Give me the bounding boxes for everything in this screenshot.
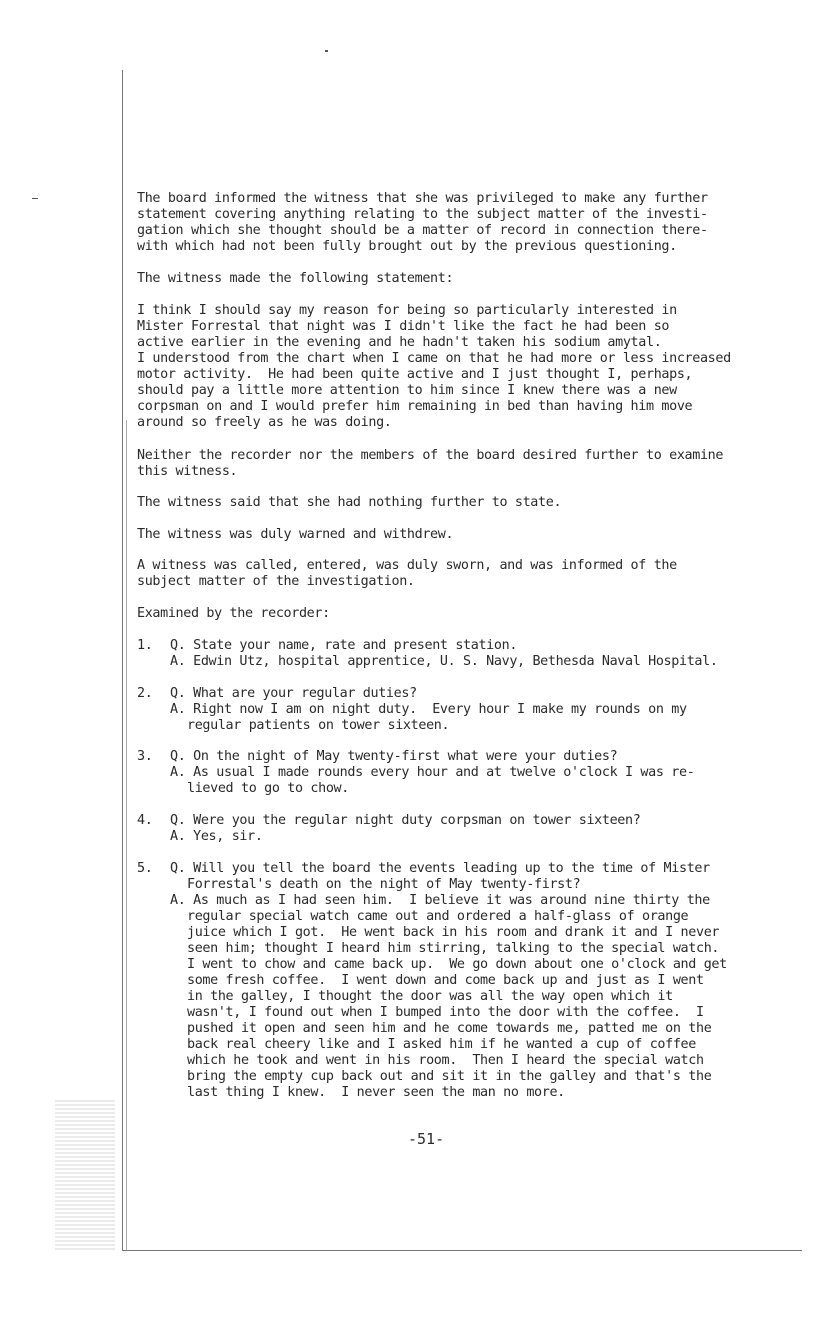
scan-speck — [325, 50, 328, 52]
qa-item: 3. Q. On the night of May twenty-first what were your duties? A. As usual I made rounds every hour and at twelve o'clock I was re- lieved to go to chow. — [137, 749, 695, 796]
warned-line: The witness was duly warned and withdrew. — [137, 527, 454, 542]
bottom-rule — [122, 1250, 802, 1251]
page-number: -51- — [408, 1130, 445, 1148]
statement-intro: The board informed the witness that she was privileged to make any further statement covering anything relating to the subject matter of the investi- gation which she thought should be a matter of record in connection there- with which had not been fully brought out by the previous questioning. — [137, 191, 708, 254]
nothing-further: The witness said that she had nothing further to state. — [137, 495, 562, 510]
statement-heading: The witness made the following statement: — [137, 271, 454, 286]
neither-paragraph: Neither the recorder nor the members of the board desired further to examine this witness. — [137, 448, 724, 479]
scan-speck — [32, 198, 38, 199]
examined-by: Examined by the recorder: — [137, 606, 330, 621]
qa-item: 2. Q. What are your regular duties? A. Right now I am on night duty. Every hour I make my rounds on my regular patients on tower sixteen. — [137, 686, 687, 733]
scan-noise — [55, 1100, 115, 1250]
qa-item: 5. Q. Will you tell the board the events leading up to the time of Mister Forrestal's death on the night of May twenty-first? A. As much as I had seen him. I believe it was around nine thirty the regular special watch came out and ordered a half-glass of orange juice which I got. He went back in his room and drank it and I never seen him; thought I heard him stirring, talking to the special watch. I went to chow and came back up. We go down about one o'clock and get some fresh coffee. I went down and come back up and just as I went in the galley, I thought the door was all the way open which it wasn't, I found out when I bumped into the door with the coffee. I pushed it open and seen him and he come towards me, patted me on the back real cheery like and I asked him if he wanted a cup of coffee which he took and went in his room. Then I heard the special watch bring the empty cup back out and sit it in the galley and that's the last thing I knew. I never seen the man no more. — [137, 861, 727, 1100]
left-margin-rule-secondary — [126, 420, 127, 1250]
qa-item: 1. Q. State your name, rate and present station. A. Edwin Utz, hospital apprentice, U. S. Navy, Bethesda Naval Hospital. — [137, 638, 718, 669]
statement-body: I think I should say my reason for being so particularly interested in Mister Forrestal that night was I didn't like the fact he had been so active earlier in the evening and he hadn't taken his sodium amytal. I understood from the chart when I came on that he had more or less increased motor activity. He had been quite active and I just thought I, perhaps, should pay a little more attention to him since I knew there was a new corpsman on and I would prefer him remaining in bed than having him move around so freely as he was doing. — [137, 303, 731, 430]
left-margin-rule — [122, 70, 123, 1250]
new-witness: A witness was called, entered, was duly sworn, and was informed of the subject matter of the investigation. — [137, 558, 677, 589]
qa-item: 4. Q. Were you the regular night duty corpsman on tower sixteen? A. Yes, sir. — [137, 813, 641, 844]
